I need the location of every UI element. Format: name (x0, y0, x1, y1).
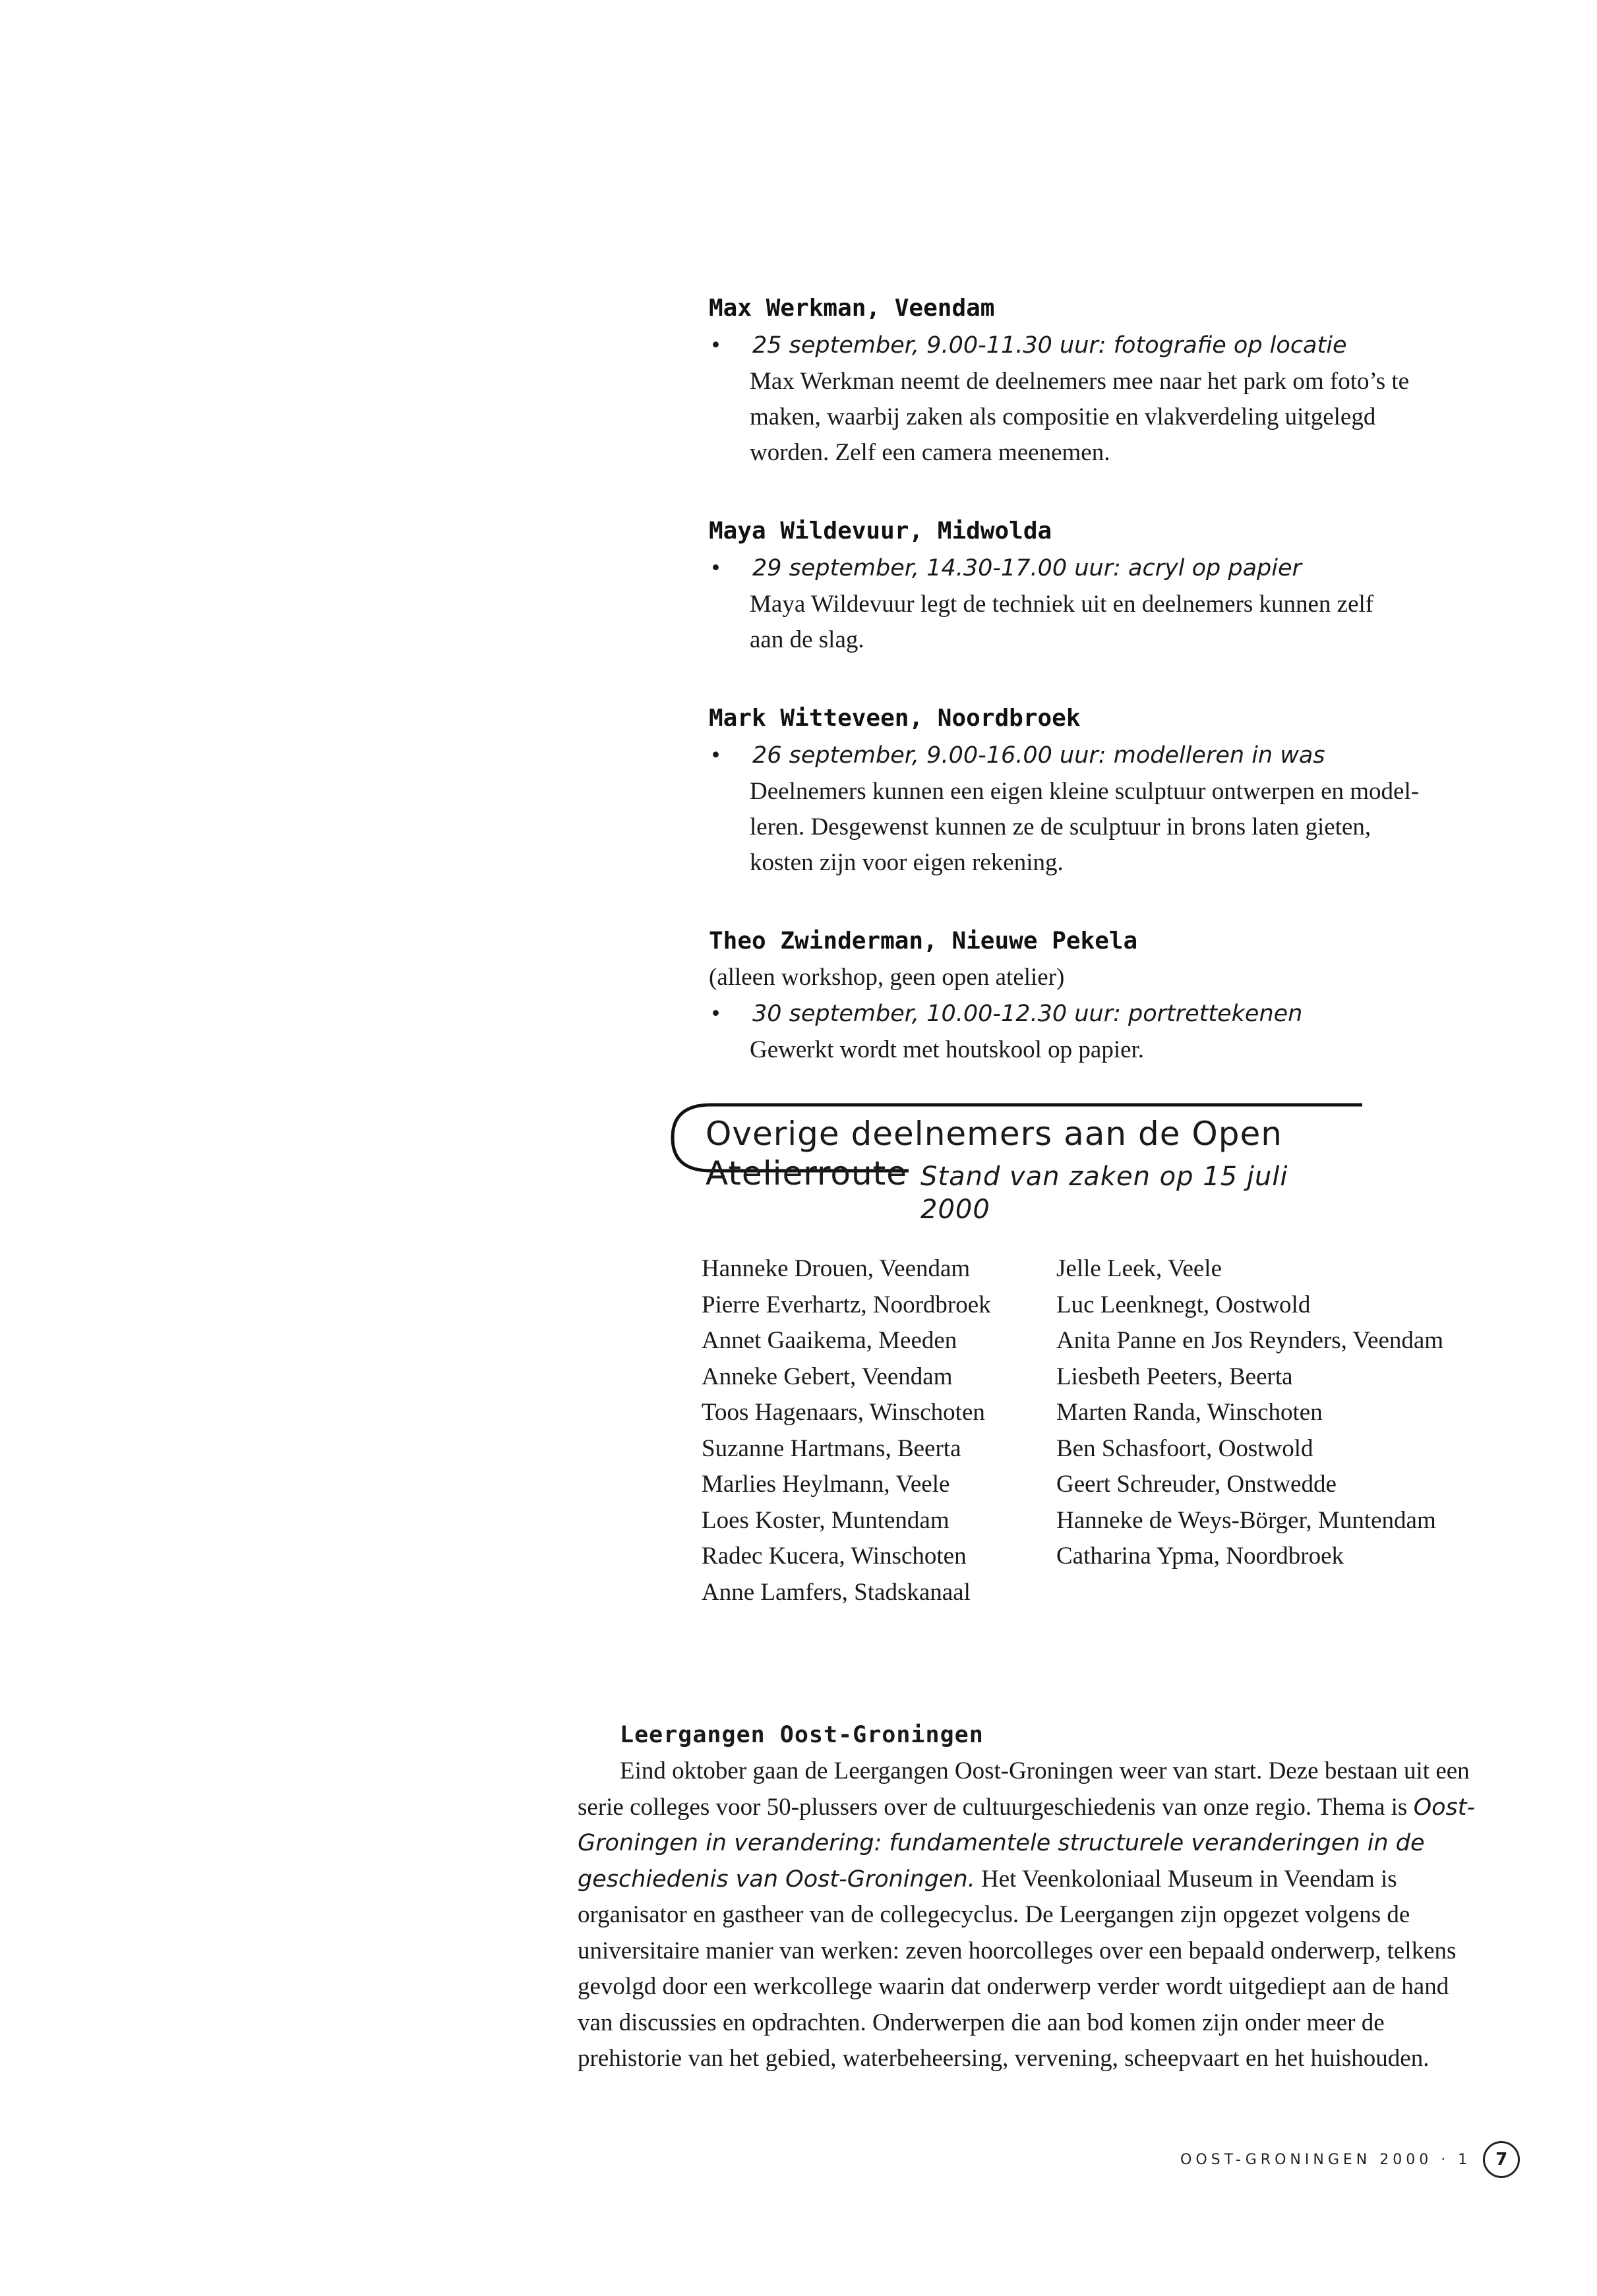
section-subtitle: Stand van zaken op 15 juli 2000 (920, 1162, 1288, 1225)
artist-name: Mark Witteveen, Noordbroek (709, 705, 1081, 732)
workshop-date-text: 30 september, 10.00-12.30 uur: portrettekenen (752, 1001, 1303, 1027)
workshop-entry (709, 700, 1500, 881)
description-line: leren. Desgewenst kunnen ze de sculptuur in brons laten gieten, (750, 813, 1371, 840)
artist-note: (alleen workshop, geen open atelier) (709, 964, 1065, 991)
page-footer (1180, 2141, 1520, 2178)
participant-name: Toos Hagenaars, Winschoten (702, 1399, 985, 1426)
article-title: Leergangen Oost-Groningen (620, 1722, 984, 1748)
article-text: Eind oktober gaan de Leergangen Oost-Groningen weer van start. Deze bestaan uit een serie colleges voor 50-plussers over de cultuurgeschiedenis van onze regio. Thema is (578, 1757, 1470, 1821)
bullet-icon: • (711, 554, 720, 581)
description-line: Gewerkt wordt met houtskool op papier. (750, 1036, 1145, 1063)
bullet-icon: • (711, 1000, 720, 1027)
article-text-italic: Oost-Groningen in verandering: fundamentele structurele veranderingen in de geschiedenis van Oost-Groningen. (578, 1794, 1476, 1893)
page-number: 7 (1483, 2141, 1520, 2178)
participants-column-left (702, 1251, 1056, 1610)
participant-name: Suzanne Hartmans, Beerta (702, 1434, 961, 1462)
participant-name: Anneke Gebert, Veendam (702, 1363, 953, 1390)
workshop-list (709, 290, 1500, 1110)
article-body (578, 1753, 1478, 2077)
workshop-description (750, 1032, 1500, 1068)
workshop-description (750, 774, 1500, 881)
leergangen-article (578, 1717, 1478, 2077)
workshop-date (709, 995, 1500, 1032)
article-text: Het Veenkoloniaal Museum in Veendam is organisator en gastheer van de collegecyclus. De Leergangen zijn opgezet volgens de universitaire manier van werken: zeven hoorcolleges over een bepaald onderwerp, telkens gevolgd door een werkcollege waarin dat onderwerp verder wordt uitgediept aan de hand van discussies en opdrachten. Onderwerpen die aan bod komen zijn onder meer de prehistorie van het gebied, waterbeheersing, vervening, scheepvaart en het huishouden. (578, 1865, 1457, 2072)
workshop-date-text: 29 september, 14.30-17.00 uur: acryl op papier (752, 555, 1302, 581)
workshop-date (709, 737, 1500, 774)
participant-name: Marten Randa, Winschoten (1056, 1399, 1323, 1426)
workshop-date (709, 327, 1500, 364)
overige-heading (665, 1094, 1365, 1225)
bullet-icon: • (711, 742, 720, 769)
footer-publication: OOST-GRONINGEN 2000 · 1 (1180, 2151, 1472, 2168)
workshop-entry (709, 290, 1500, 471)
workshop-entry (709, 513, 1500, 658)
description-line: worden. Zelf een camera meenemen. (750, 439, 1110, 466)
description-line: maken, waarbij zaken als compositie en vlakverdeling uitgelegd (750, 403, 1376, 430)
section-title: Overige deelnemers aan de Open Atelierroute (706, 1115, 1282, 1192)
participant-name: Liesbeth Peeters, Beerta (1056, 1363, 1293, 1390)
description-line: kosten zijn voor eigen rekening. (750, 849, 1064, 876)
participant-name: Hanneke de Weys-Börger, Muntendam (1056, 1506, 1436, 1534)
participant-name: Jelle Leek, Veele (1056, 1255, 1222, 1282)
workshop-entry (709, 923, 1500, 1068)
participant-name: Geert Schreuder, Onstwedde (1056, 1471, 1337, 1498)
participant-name: Anita Panne en Jos Reynders, Veendam (1056, 1327, 1444, 1354)
participants-list (702, 1251, 1518, 1610)
participant-name: Radec Kucera, Winschoten (702, 1543, 967, 1570)
participant-name: Luc Leenknegt, Oostwold (1056, 1291, 1311, 1318)
workshop-date-text: 25 september, 9.00-11.30 uur: fotografie op locatie (752, 332, 1347, 359)
artist-name: Theo Zwinderman, Nieuwe Pekela (709, 927, 1138, 955)
artist-name: Maya Wildevuur, Midwolda (709, 517, 1052, 545)
participant-name: Catharina Ypma, Noordbroek (1056, 1543, 1344, 1570)
participant-name: Anne Lamfers, Stadskanaal (702, 1578, 971, 1606)
description-line: aan de slag. (750, 626, 864, 653)
description-line: Max Werkman neemt de deelnemers mee naar het park om foto’s te (750, 368, 1410, 395)
participant-name: Marlies Heylmann, Veele (702, 1471, 950, 1498)
participants-column-right (1056, 1251, 1518, 1610)
description-line: Maya Wildevuur legt de techniek uit en deelnemers kunnen zelf (750, 591, 1374, 618)
workshop-description (750, 364, 1500, 471)
workshop-date-text: 26 september, 9.00-16.00 uur: modelleren in was (752, 742, 1325, 769)
participant-name: Pierre Everhartz, Noordbroek (702, 1291, 991, 1318)
workshop-description (750, 587, 1500, 658)
participant-name: Hanneke Drouen, Veendam (702, 1255, 971, 1282)
workshop-date (709, 550, 1500, 587)
participant-name: Annet Gaaikema, Meeden (702, 1327, 957, 1354)
bullet-icon: • (711, 332, 720, 359)
description-line: Deelnemers kunnen een eigen kleine sculptuur ontwerpen en model- (750, 778, 1420, 805)
participant-name: Ben Schasfoort, Oostwold (1056, 1434, 1313, 1462)
artist-name: Max Werkman, Veendam (709, 295, 995, 322)
participant-name: Loes Koster, Muntendam (702, 1506, 949, 1534)
